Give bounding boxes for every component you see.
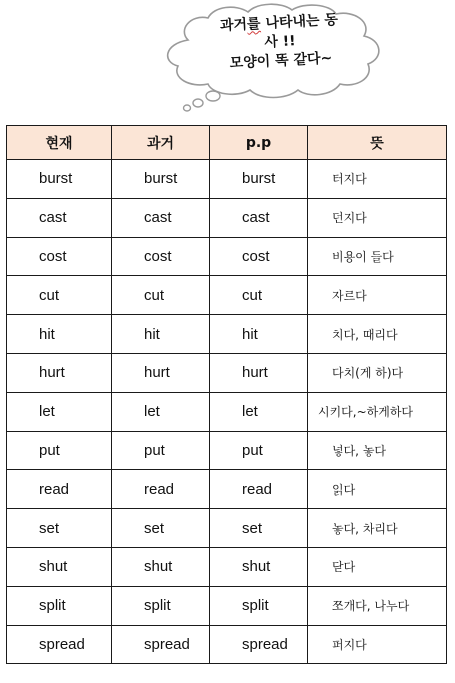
cell-past-participle: cast bbox=[210, 198, 308, 237]
header-meaning: 뜻 bbox=[308, 126, 447, 160]
cell-meaning: 퍼지다 bbox=[308, 625, 447, 664]
table-row bbox=[7, 315, 447, 354]
table-header-row bbox=[7, 126, 447, 160]
cell-meaning: 치다, 때리다 bbox=[308, 315, 447, 354]
table-body bbox=[7, 160, 447, 664]
table-row bbox=[7, 198, 447, 237]
cell-past: cost bbox=[112, 237, 210, 276]
cell-meaning: 읽다 bbox=[308, 470, 447, 509]
cell-meaning: 닫다 bbox=[308, 547, 447, 586]
cell-past: spread bbox=[112, 625, 210, 664]
cell-meaning: 시키다,~하게하다 bbox=[308, 392, 447, 431]
header-past: 과거 bbox=[112, 126, 210, 160]
cell-past-participle: hit bbox=[210, 315, 308, 354]
cell-past: cast bbox=[112, 198, 210, 237]
table-row bbox=[7, 509, 447, 548]
cloud-bubble-medium bbox=[193, 99, 203, 107]
cell-present: hit bbox=[7, 315, 112, 354]
cell-present: hurt bbox=[7, 353, 112, 392]
cell-present: burst bbox=[7, 160, 112, 199]
cell-past-participle: cost bbox=[210, 237, 308, 276]
cell-past-participle: read bbox=[210, 470, 308, 509]
cell-present: cast bbox=[7, 198, 112, 237]
cell-present: cost bbox=[7, 237, 112, 276]
cell-present: split bbox=[7, 586, 112, 625]
cell-past-participle: hurt bbox=[210, 353, 308, 392]
cell-present: shut bbox=[7, 547, 112, 586]
cell-past-participle: put bbox=[210, 431, 308, 470]
table-row bbox=[7, 470, 447, 509]
callout-line-3: 모양이 똑 같다~ bbox=[229, 50, 333, 72]
irregular-verbs-table bbox=[6, 125, 447, 664]
table-row bbox=[7, 276, 447, 315]
cell-past-participle: set bbox=[210, 509, 308, 548]
table-row bbox=[7, 237, 447, 276]
table-row bbox=[7, 586, 447, 625]
cell-past: shut bbox=[112, 547, 210, 586]
cell-meaning: 던지다 bbox=[308, 198, 447, 237]
cell-past: let bbox=[112, 392, 210, 431]
cell-past-participle: burst bbox=[210, 160, 308, 199]
cell-past: hit bbox=[112, 315, 210, 354]
cell-past-participle: shut bbox=[210, 547, 308, 586]
cell-past-participle: split bbox=[210, 586, 308, 625]
table-row bbox=[7, 160, 447, 199]
table-header bbox=[7, 126, 447, 160]
cell-meaning: 터지다 bbox=[308, 160, 447, 199]
table-row bbox=[7, 625, 447, 664]
cell-present: cut bbox=[7, 276, 112, 315]
cell-meaning: 쪼개다, 나누다 bbox=[308, 586, 447, 625]
header-past-participle: p.p bbox=[210, 126, 308, 160]
cell-past: split bbox=[112, 586, 210, 625]
cell-past: hurt bbox=[112, 353, 210, 392]
cell-present: read bbox=[7, 470, 112, 509]
cell-meaning: 다치(게 하)다 bbox=[308, 353, 447, 392]
callout-line-1-start: 과거 bbox=[219, 16, 248, 35]
cell-meaning: 비용이 들다 bbox=[308, 237, 447, 276]
cell-past: read bbox=[112, 470, 210, 509]
cell-past: set bbox=[112, 509, 210, 548]
table-row bbox=[7, 547, 447, 586]
cell-present: set bbox=[7, 509, 112, 548]
cell-present: spread bbox=[7, 625, 112, 664]
callout-line-1-end: 나타내는 동 bbox=[260, 11, 339, 32]
cell-meaning: 놓다, 차리다 bbox=[308, 509, 447, 548]
callout-text bbox=[179, 9, 382, 76]
callout-line-2: 사 !! bbox=[263, 33, 296, 51]
cell-past-participle: cut bbox=[210, 276, 308, 315]
cell-past: put bbox=[112, 431, 210, 470]
cell-meaning: 자르다 bbox=[308, 276, 447, 315]
cell-present: put bbox=[7, 431, 112, 470]
header-present: 현재 bbox=[7, 126, 112, 160]
table-row bbox=[7, 353, 447, 392]
cell-past: burst bbox=[112, 160, 210, 199]
table-row bbox=[7, 392, 447, 431]
cell-past: cut bbox=[112, 276, 210, 315]
cell-past-participle: spread bbox=[210, 625, 308, 664]
cell-past-participle: let bbox=[210, 392, 308, 431]
thought-cloud-callout bbox=[150, 0, 400, 115]
table-row bbox=[7, 431, 447, 470]
cell-present: let bbox=[7, 392, 112, 431]
callout-line-1-underlined: 를 bbox=[246, 16, 262, 33]
cloud-bubble-large bbox=[206, 91, 220, 101]
cloud-bubble-small bbox=[184, 105, 191, 111]
cell-meaning: 넣다, 놓다 bbox=[308, 431, 447, 470]
